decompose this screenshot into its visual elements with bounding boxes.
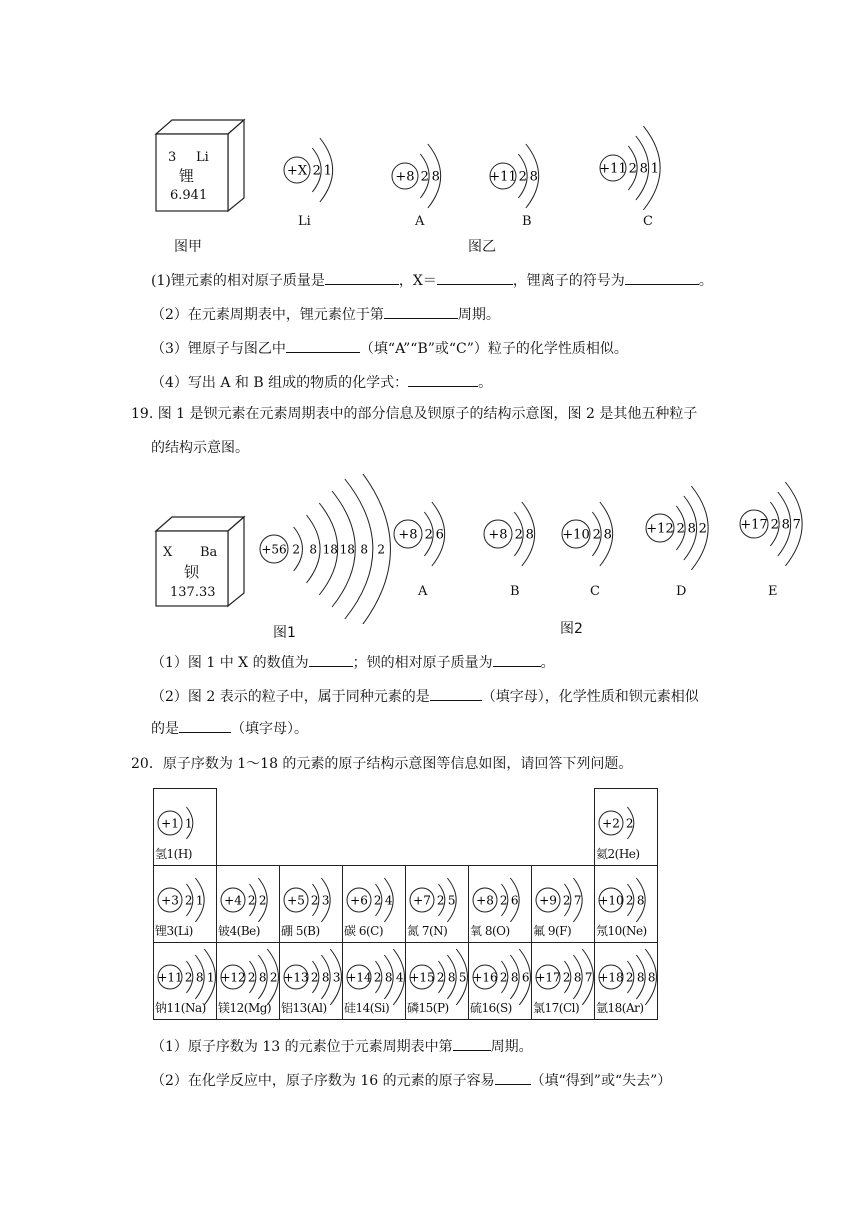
electron-count: 8 [384,970,393,985]
atom-structure-diagram [156,870,220,930]
electron-count: 1 [184,816,193,831]
element-name-label: 氧 8(O) [470,924,510,938]
q18-question-2: （2）在元素周期表中，锂元素位于第 周期。 [151,304,500,325]
electron-count: 8 [525,527,534,543]
atom-structure-diagram [471,870,535,930]
atom-structure-diagram [345,870,409,930]
particle-label: A [415,214,425,229]
element-symbol: Ba [200,545,218,560]
electron-count: 1 [206,970,215,985]
electron-count: 8 [447,970,456,985]
element-cell [217,866,280,943]
electron-count: 2 [770,517,779,533]
element-name-label: 氟 9(F) [533,924,572,938]
element-cell [406,943,469,1020]
electron-count: 2 [676,521,685,537]
nucleus-charge: +8 [395,169,415,185]
electron-count: 2 [269,970,278,985]
electron-count: 7 [573,893,582,908]
element-cell [595,789,658,866]
element-symbol: Li [196,150,209,165]
particle-label: D [676,584,687,599]
electron-count: 8 [529,169,538,185]
element-name-label: 氩18(Ar) [596,1001,644,1015]
electron-count: 1 [323,163,332,179]
nucleus-charge: +8 [488,527,508,543]
electron-count: 8 [321,970,330,985]
atom-structure-diagram [644,468,723,588]
nucleus-charge: +11 [599,161,627,177]
particle-label: A [418,584,428,599]
electron-count: 8 [360,542,369,557]
answer-blank[interactable] [493,652,541,667]
periodic-row-3 [154,943,658,1020]
nucleus-charge: +14 [346,970,372,985]
electron-count: 2 [592,527,601,543]
nucleus-charge: +10 [562,527,590,543]
element-name-label: 钠11(Na) [155,1001,206,1015]
electron-count: 18 [322,542,338,557]
element-cell [280,943,343,1020]
q19-question-2-line2: 的是 （填字母）。 [151,718,308,739]
q19-stem-line1: 19. 图 1 是钡元素在元素周期表中的部分信息及钡原子的结构示意图，图 2 是其他五种粒子 [131,406,698,422]
electron-count: 4 [384,893,393,908]
electron-count: 7 [792,517,801,533]
atom-structure-diagram [392,494,460,574]
electron-count: 2 [625,816,634,831]
electron-count: 2 [373,970,382,985]
electron-count: 2 [310,893,319,908]
q18-question-3: （3）锂原子与图乙中 （填“A”“B”或“C”）粒子的化学性质相似。 [151,338,628,359]
electron-count: 8 [687,521,696,537]
answer-blank[interactable] [325,270,399,285]
figure-caption-2: 图2 [560,621,583,637]
electron-count: 18 [339,542,355,557]
nucleus-charge: +2 [602,816,620,831]
nucleus-charge: +6 [350,893,368,908]
electron-count: 2 [312,163,321,179]
answer-blank[interactable] [453,1036,491,1051]
q19-stem-line2: 的结构示意图。 [151,440,249,456]
nucleus-charge: +10 [598,893,624,908]
element-cell [154,866,217,943]
electron-count: 2 [373,893,382,908]
element-name-label: 碳 6(C) [344,924,383,938]
element-cell [280,866,343,943]
electron-count: 2 [424,527,433,543]
electron-count: 2 [514,527,523,543]
element-number: X [163,545,173,560]
electron-count: 8 [309,542,318,557]
answer-blank[interactable] [430,686,482,701]
electron-count: 8 [431,169,440,185]
element-cell [343,866,406,943]
electron-count: 8 [636,893,645,908]
element-name-label: 氢1(H) [155,847,192,861]
atom-structure-diagram [597,947,672,1007]
electron-count: 8 [195,970,204,985]
answer-blank[interactable] [625,270,699,285]
element-name: 钡 [184,563,200,581]
table-gap [217,789,595,866]
element-name-label: 硅14(Si) [344,1001,390,1015]
nucleus-charge: +3 [161,893,179,908]
q20-question-2: （2）在化学反应中，原子序数为 16 的元素的原子容易 （填“得到”或“失去”） [151,1070,671,1091]
element-cell [217,943,280,1020]
electron-count: 8 [603,527,612,543]
answer-blank[interactable] [437,270,513,285]
electron-count: 6 [435,527,444,543]
electron-count: 2 [247,893,256,908]
electron-count: 2 [698,521,707,537]
particle-label: B [510,584,520,599]
atom-structure-diagram [597,793,650,853]
electron-count: 2 [247,970,256,985]
particle-label: B [522,214,532,229]
element-cell [532,943,595,1020]
answer-blank[interactable] [408,372,478,387]
element-name-label: 磷15(P) [407,1001,449,1015]
atom-structure-diagram [560,494,628,574]
element-cell [532,866,595,943]
electron-count: 2 [628,161,637,177]
element-name-label: 硼 5(B) [281,924,320,938]
electron-count: 1 [650,161,659,177]
periodic-table-1-18 [153,788,658,1020]
atom-structure-diagram [597,870,661,930]
nucleus-charge: +12 [220,970,246,985]
electron-count: 8 [573,970,582,985]
nucleus-charge: +8 [476,893,494,908]
element-cell [154,943,217,1020]
answer-blank[interactable] [495,1070,531,1085]
element-cell [343,943,406,1020]
particle-label: Li [298,214,311,229]
electron-count: 2 [292,542,301,557]
electron-count: 2 [625,893,634,908]
element-cell [154,789,217,866]
electron-count: 2 [436,893,445,908]
element-name-label: 铝13(Al) [281,1001,327,1015]
particle-label: C [590,584,600,599]
element-number: 3 [168,150,177,165]
element-name-label: 氦2(He) [596,847,640,861]
atom-structure-diagram [219,870,283,930]
periodic-row-2 [154,866,658,943]
electron-count: 2 [310,970,319,985]
nucleus-charge: +56 [261,542,287,557]
electron-count: 2 [562,970,571,985]
particle-label: C [643,214,653,229]
electron-count: 2 [499,893,508,908]
electron-count: 8 [258,970,267,985]
nucleus-charge: +9 [539,893,557,908]
nucleus-charge: +4 [224,893,242,908]
nucleus-charge: +7 [413,893,431,908]
element-name-label: 硫16(S) [470,1001,512,1015]
figure-caption-yi: 图乙 [468,239,496,255]
element-cell [469,943,532,1020]
atom-structure-diagram [408,870,472,930]
nucleus-charge: +16 [472,970,498,985]
electron-count: 2 [184,893,193,908]
element-name: 锂 [179,167,195,185]
atom-structure-diagram [258,474,406,624]
q20-question-1: （1）原子序数为 13 的元素位于元素周期表中第 周期。 [151,1036,533,1057]
figure-caption-1: 图1 [273,625,296,641]
electron-count: 8 [636,970,645,985]
electron-count: 7 [584,970,593,985]
element-cell [595,866,658,943]
particle-label: E [768,584,778,599]
electron-count: 3 [321,893,330,908]
element-mass: 6.941 [170,188,208,203]
atom-structure-diagram [738,464,817,584]
electron-count: 2 [258,893,267,908]
q18-question-1: (1)锂元素的相对原子质量是 ，X＝ ，锂离子的符号为 。 [151,270,713,291]
nucleus-charge: +8 [398,527,418,543]
electron-count: 2 [420,169,429,185]
nucleus-charge: +X [286,163,308,179]
q19-question-1: （1）图 1 中 X 的数值为 ；钡的相对原子质量为 。 [151,652,555,673]
nucleus-charge: +18 [598,970,624,985]
nucleus-charge: +17 [535,970,561,985]
element-mass: 137.33 [170,585,216,600]
q20-stem: 20．原子序数为 1～18 的元素的原子结构示意图等信息如图，请回答下列问题。 [131,756,633,772]
element-name-label: 锂3(Li) [155,924,193,938]
electron-count: 2 [499,970,508,985]
answer-blank[interactable] [384,304,458,319]
nucleus-charge: +17 [740,517,768,533]
atom-structure-diagram [282,870,346,930]
electron-count: 6 [510,893,519,908]
element-name-label: 氖10(Ne) [596,924,647,938]
atom-structure-diagram [156,793,209,853]
electron-count: 5 [458,970,467,985]
nucleus-charge: +12 [646,521,674,537]
atom-structure-diagram [282,130,348,210]
nucleus-charge: +11 [489,169,517,185]
element-name-label: 镁12(Mg) [218,1001,272,1015]
answer-blank[interactable] [179,718,231,733]
atom-structure-diagram [534,870,598,930]
electron-count: 2 [562,893,571,908]
electron-count: 8 [510,970,519,985]
q18-question-4: （4）写出 A 和 B 组成的物质的化学式： 。 [151,372,492,393]
figure-caption-jia: 图甲 [174,239,202,255]
q19-question-2-line1: （2）图 2 表示的粒子中，属于同种元素的是 （填字母），化学性质和钡元素相似 [151,686,699,707]
element-cell [469,866,532,943]
element-name-label: 氯17(Cl) [533,1001,580,1015]
electron-count: 4 [395,970,404,985]
electron-count: 2 [436,970,445,985]
nucleus-charge: +15 [409,970,435,985]
electron-count: 8 [781,517,790,533]
electron-count: 3 [332,970,341,985]
element-name-label: 氮 7(N) [407,924,448,938]
electron-count: 6 [521,970,530,985]
electron-count: 8 [647,970,656,985]
atom-structure-diagram [598,108,675,228]
answer-blank[interactable] [309,652,353,667]
element-cell [406,866,469,943]
electron-count: 1 [195,893,204,908]
electron-count: 5 [447,893,456,908]
nucleus-charge: +11 [157,970,183,985]
element-name-label: 铍4(Be) [218,924,260,938]
atom-structure-diagram [390,136,456,216]
electron-count: 2 [184,970,193,985]
element-cell [595,943,658,1020]
electron-count: 2 [625,970,634,985]
answer-blank[interactable] [286,338,360,353]
electron-count: 2 [518,169,527,185]
electron-count: 8 [639,161,648,177]
atom-structure-diagram [488,136,554,216]
atom-structure-diagram [482,494,550,574]
periodic-row-1 [154,789,658,866]
nucleus-charge: +5 [287,893,305,908]
nucleus-charge: +13 [283,970,309,985]
nucleus-charge: +1 [161,816,179,831]
electron-count: 2 [377,542,386,557]
